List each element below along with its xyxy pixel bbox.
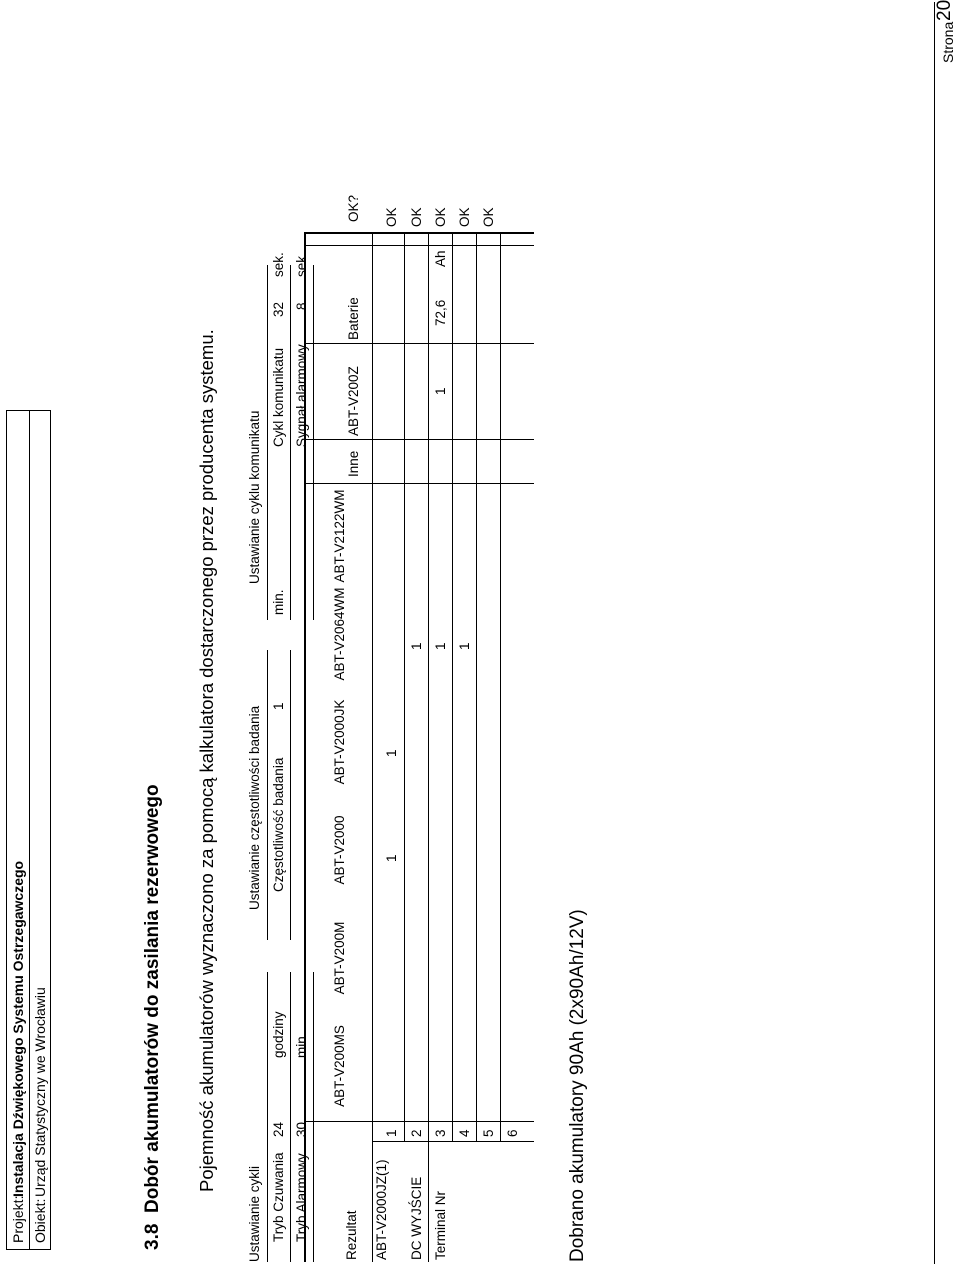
alarm-mode-unit: min. (294, 1032, 309, 1058)
row-group-label: Terminal Nr (433, 1190, 448, 1260)
divider (267, 972, 268, 1262)
row-number: 5 (481, 1129, 496, 1137)
frequency-heading: Ustawianie częstotliwości badania (247, 705, 262, 910)
result-table (304, 194, 534, 1262)
ok-cell: OK (433, 207, 448, 227)
row-number: 4 (457, 1129, 472, 1137)
project-row (7, 411, 30, 1249)
column-header: ABT-V2122WM (332, 489, 347, 583)
divider (290, 650, 291, 940)
column-header: ABT-V2064WM (332, 587, 347, 681)
section-number: 3.8 (142, 1223, 163, 1250)
table-rule (372, 1141, 534, 1142)
table-rule (306, 245, 534, 246)
table-rule (306, 1121, 534, 1122)
table-rule (428, 234, 429, 1262)
section-lead: Pojemność akumulatorów wyznaczono za pomocą kalkulatora dostarczonego przez producenta systemu. (196, 329, 217, 1192)
alarm-signal-unit: sek. (294, 252, 309, 277)
ok-cell: OK (409, 207, 424, 227)
result-label: Rezultat (344, 1210, 359, 1260)
table-rule (476, 234, 477, 1142)
message-cycle-unit: sek. (271, 252, 286, 277)
footer-divider (934, 2, 935, 1264)
project-label: Projekt: (10, 1195, 26, 1243)
divider (267, 650, 268, 940)
table-cell: 1 (433, 387, 448, 395)
row-group-label: ABT-V2000JZ(1) (374, 1159, 389, 1260)
message-cycle-label: Cykl komunikatu (271, 347, 286, 447)
table-rule (404, 234, 405, 1142)
cycles-heading: Ustawianie cykli (247, 1165, 262, 1262)
message-cycle-heading: Ustawianie cyklu komunikatu (247, 410, 262, 584)
divider (267, 265, 268, 620)
column-header: Baterie (346, 297, 361, 340)
column-header: ABT-V200M (332, 921, 347, 995)
message-cycle-value: 32 (271, 301, 286, 317)
alarm-signal-label: Sygnał alarmowy (294, 344, 309, 447)
row-number: 2 (409, 1129, 424, 1137)
page-number: 20 (934, 0, 955, 21)
ok-cell: OK (384, 207, 399, 227)
test-frequency-label: Częstotliwość badania (271, 757, 286, 892)
alarm-mode-value: 30 (294, 1121, 309, 1137)
column-header: ABT-V200Z (346, 366, 361, 436)
divider (290, 972, 291, 1262)
standby-mode-value: 24 (271, 1121, 286, 1137)
table-rule (452, 234, 453, 1142)
row-number: 1 (384, 1129, 399, 1137)
table-rule (306, 343, 534, 344)
section-title: Dobór akumulatorów do zasilania rezerwowego (142, 784, 163, 1213)
table-cell: 1 (457, 642, 472, 650)
object-row (29, 411, 51, 1249)
column-header: OK? (346, 194, 361, 222)
row-group-label: DC WYJŚCIE (409, 1176, 424, 1260)
table-cell: 1 (384, 749, 399, 757)
column-header: ABT-V2000JK (332, 699, 347, 785)
project-value: Instalacja Dźwiękowego Systemu Ostrzegawczego (10, 860, 26, 1197)
alarm-signal-value: 8 (294, 302, 309, 310)
standby-mode-unit: godziny (271, 1011, 286, 1058)
conclusion-text: Dobrano akumulatory 90Ah (2x90Ah/12V) (567, 909, 588, 1262)
page-label: Strona (940, 21, 956, 63)
column-header: ABT-V200MS (332, 1025, 347, 1107)
row-number: 3 (433, 1129, 448, 1137)
document-header (6, 410, 51, 1250)
object-value: Urząd Statystyczny we Wrocławiu (32, 987, 48, 1197)
ok-cell: OK (457, 207, 472, 227)
battery-capacity: 72,6 (433, 299, 448, 326)
table-rule (500, 234, 501, 1142)
table-rule (372, 234, 373, 1262)
column-header: ABT-V2000 (332, 815, 347, 885)
divider (290, 265, 291, 620)
test-frequency-value: 1 (271, 702, 286, 710)
table-cell: 1 (433, 642, 448, 650)
alarm-mode-label: Tryb Alarmowy (294, 1153, 309, 1242)
test-frequency-unit: min. (271, 589, 286, 615)
table-cell: 1 (384, 854, 399, 862)
table-cell: 1 (409, 642, 424, 650)
ok-cell: OK (481, 207, 496, 227)
standby-mode-label: Tryb Czuwania (271, 1152, 286, 1242)
battery-unit: Ah (433, 250, 448, 267)
object-label: Obiekt: (32, 1198, 48, 1243)
column-header: Inne (346, 450, 361, 477)
row-number: 6 (505, 1129, 520, 1137)
table-rule (306, 439, 534, 440)
